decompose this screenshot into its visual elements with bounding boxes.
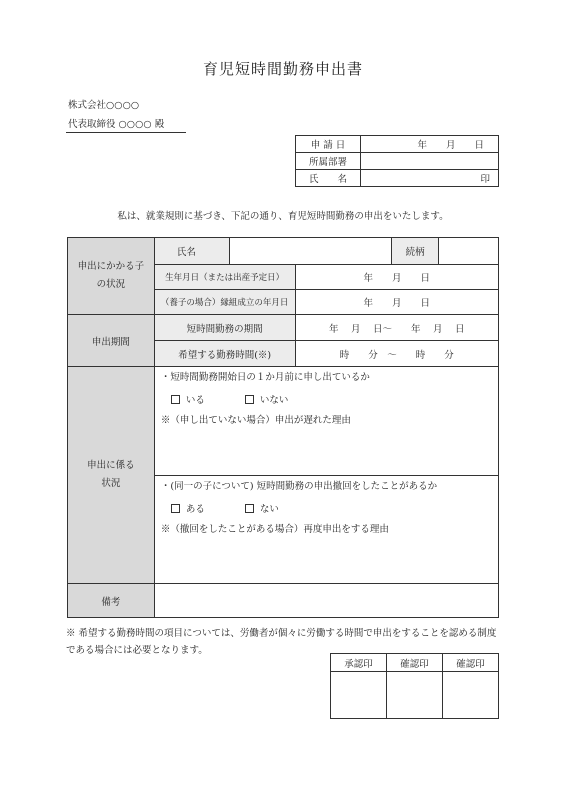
addressee-underline [66, 132, 186, 133]
approval-header-1: 承認印 [331, 654, 387, 672]
relation-field[interactable] [439, 238, 499, 265]
period-section-label: 申出期間 [68, 315, 155, 367]
q2-no-checkbox[interactable] [245, 504, 254, 513]
relation-label: 続柄 [392, 238, 439, 265]
q1-yes-checkbox[interactable] [171, 395, 180, 404]
q2-yes-label: ある [185, 504, 205, 515]
hours-field[interactable]: 時 分 ～ 時 分 [295, 341, 498, 367]
q2-question: ・(同一の子について) 短時間勤務の申出撤回をしたことがあるか [160, 481, 438, 492]
page-title: 育児短時間勤務申出書 [202, 60, 363, 78]
approval-header-2: 確認印 [387, 654, 443, 672]
approval-stamp-1[interactable] [331, 672, 387, 719]
child-name-field[interactable] [229, 238, 392, 265]
date-field[interactable]: 年 月 日 [361, 136, 499, 153]
main-form [67, 237, 499, 618]
q2-no-label: ない [259, 504, 279, 515]
seal-mark: 印 [480, 174, 490, 185]
dept-field[interactable] [361, 153, 499, 170]
situation-section-label: 申出に係る状況 [68, 367, 155, 584]
date-label: 申 請 日 [296, 136, 361, 153]
q1-question: ・短時間勤務開始日の１か月前に申し出ているか [160, 372, 370, 383]
q1-no-label: いない [259, 395, 289, 406]
name-label: 氏 名 [296, 170, 361, 187]
adopt-label: （養子の場合）縁組成立の年月日 [154, 290, 295, 315]
remarks-field[interactable] [154, 584, 498, 618]
child-name-label: 氏名 [154, 238, 229, 265]
approval-header-3: 確認印 [443, 654, 499, 672]
hours-label: 希望する勤務時間(※) [154, 341, 295, 367]
intro-text: 私は、就業規則に基づき、下記の通り、育児短時間勤務の申出をいたします。 [117, 211, 449, 222]
representative-name: 代表取締役 ○○○○ 殿 [68, 119, 165, 130]
q1-yes-option[interactable] [171, 395, 205, 406]
q1-cell [154, 367, 498, 476]
remarks-label: 備考 [68, 584, 155, 618]
q1-no-checkbox[interactable] [245, 395, 254, 404]
period-label: 短時間勤務の期間 [154, 315, 295, 341]
applicant-box [295, 135, 499, 187]
company-name: 株式会社○○○○ [68, 100, 140, 111]
adopt-field[interactable]: 年 月 日 [295, 290, 498, 315]
dept-label: 所属部署 [296, 153, 361, 170]
name-field [361, 170, 499, 187]
q2-yes-checkbox[interactable] [171, 504, 180, 513]
approval-table [330, 653, 499, 719]
approval-stamp-2[interactable] [387, 672, 443, 719]
birth-label: 生年月日（または出産予定日） [154, 265, 295, 290]
q1-reason-label: ※（申し出ていない場合）申出が遅れた理由 [160, 415, 351, 426]
footnote: ※ 希望する勤務時間の項目については、労働者が個々に労働する時間で申出をすることを認める制度である場合には必要となります。 [66, 628, 497, 656]
q2-yes-option[interactable] [171, 504, 205, 515]
period-field[interactable]: 年 月 日～ 年 月 日 [295, 315, 498, 341]
q1-no-option[interactable] [245, 395, 289, 406]
child-section-label: 申出にかかる子の状況 [68, 238, 155, 315]
q2-no-option[interactable] [245, 504, 279, 515]
q2-cell [154, 476, 498, 584]
q2-reason-label: ※（撤回をしたことがある場合）再度申出をする理由 [160, 524, 389, 535]
approval-stamp-3[interactable] [443, 672, 499, 719]
q1-yes-label: いる [185, 395, 205, 406]
birth-field[interactable]: 年 月 日 [295, 265, 498, 290]
